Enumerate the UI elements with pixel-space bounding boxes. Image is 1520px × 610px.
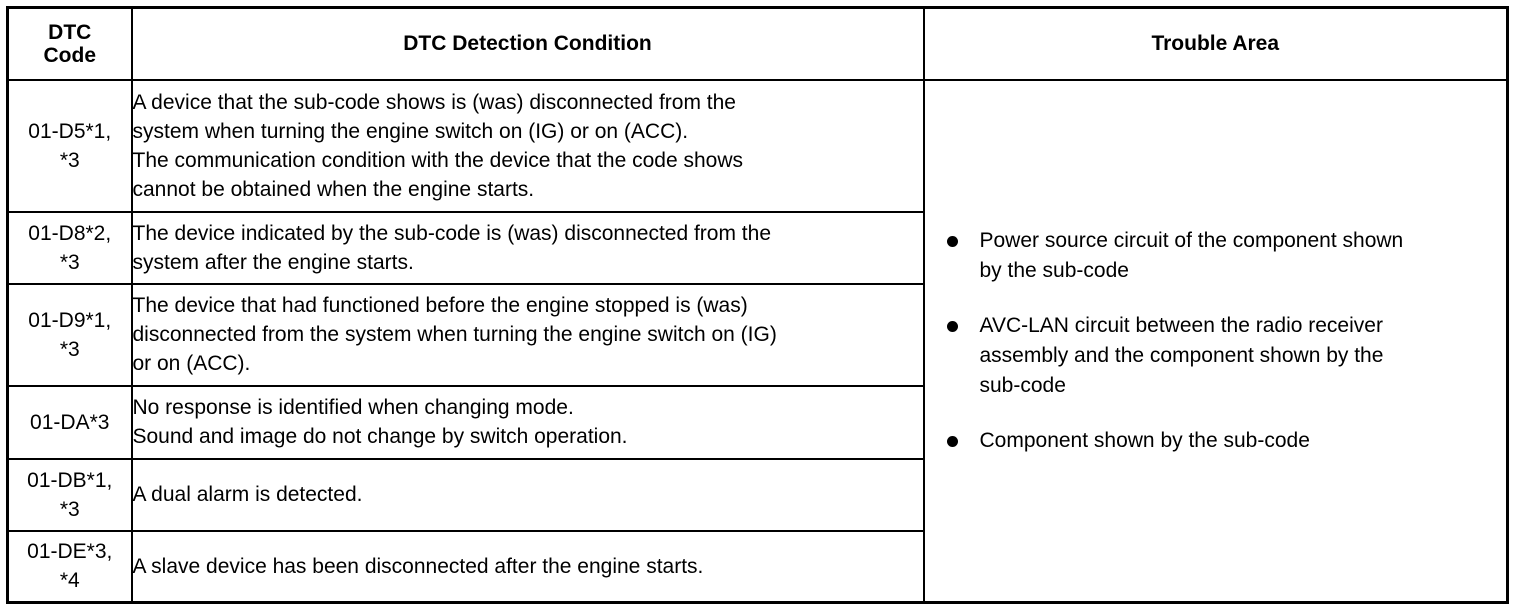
- condition-line: system after the engine starts.: [132, 250, 414, 274]
- detection-condition-cell: [132, 459, 924, 531]
- dtc-code-line: *3: [59, 497, 80, 521]
- trouble-area-line: assembly and the component shown by the: [979, 343, 1384, 367]
- dtc-code-cell: [8, 80, 132, 212]
- header-detection-condition: DTC Detection Condition: [132, 8, 924, 80]
- trouble-area-item: [947, 226, 1507, 286]
- condition-line: The communication condition with the device that the code shows: [132, 148, 744, 172]
- trouble-area-line: AVC-LAN circuit between the radio receiver: [979, 313, 1383, 337]
- condition-line: The device indicated by the sub-code is (was) disconnected from the: [132, 221, 772, 245]
- dtc-table: [6, 6, 1509, 604]
- dtc-code-line: 01-DB*1,: [27, 468, 113, 492]
- header-dtc-code: [8, 8, 132, 80]
- bullet-icon: [947, 236, 958, 247]
- dtc-code-line: 01-D9*1,: [28, 308, 112, 332]
- trouble-area-item: [947, 426, 1507, 456]
- detection-condition-cell: [132, 284, 924, 386]
- condition-line: disconnected from the system when turning the engine switch on (IG): [132, 323, 777, 346]
- condition-line: A device that the sub-code shows is (was) disconnected from the: [132, 90, 736, 114]
- detection-condition-cell: [132, 386, 924, 459]
- dtc-code-cell: [8, 212, 132, 284]
- trouble-area-line: sub-code: [979, 373, 1066, 397]
- table-row: [8, 80, 1508, 212]
- trouble-area-text: [980, 311, 1384, 401]
- trouble-area-cell: [924, 80, 1508, 603]
- condition-line: cannot be obtained when the engine starts.: [132, 177, 535, 201]
- header-row: [8, 8, 1508, 80]
- trouble-area-text: [980, 226, 1404, 286]
- bullet-icon: [947, 436, 958, 447]
- dtc-code-line: *3: [59, 250, 80, 274]
- condition-line: Sound and image do not change by switch operation.: [132, 425, 628, 448]
- trouble-area-line: by the sub-code: [979, 258, 1129, 282]
- condition-line: The device that had functioned before the engine stopped is (was): [132, 294, 748, 317]
- condition-line: or on (ACC).: [132, 352, 251, 375]
- dtc-code-cell: [8, 459, 132, 531]
- dtc-code-line: *3: [59, 148, 80, 172]
- header-dtc-code-line-2: Code: [43, 43, 96, 67]
- dtc-code-line: 01-DA*3: [30, 410, 110, 434]
- trouble-area-line: Component shown by the sub-code: [979, 428, 1310, 452]
- dtc-code-cell: [8, 531, 132, 603]
- dtc-code-line: *4: [59, 569, 80, 593]
- dtc-code-line: *3: [59, 337, 80, 361]
- dtc-code-line: 01-D8*2,: [28, 221, 112, 245]
- condition-line: No response is identified when changing mode.: [132, 396, 574, 419]
- trouble-area-line: Power source circuit of the component shown: [979, 228, 1404, 252]
- dtc-code-line: 01-D5*1,: [28, 119, 112, 143]
- trouble-area-item: [947, 311, 1507, 401]
- header-trouble-area: Trouble Area: [924, 8, 1508, 80]
- dtc-code-cell: [8, 284, 132, 386]
- dtc-code-cell: [8, 386, 132, 459]
- header-dtc-code-line-1: DTC: [48, 20, 92, 44]
- bullet-icon: [947, 321, 958, 332]
- trouble-area-list: [925, 226, 1507, 456]
- trouble-area-text: [980, 426, 1310, 456]
- detection-condition-cell: [132, 531, 924, 603]
- condition-line: A slave device has been disconnected after the engine starts.: [132, 554, 704, 578]
- condition-line: system when turning the engine switch on (IG) or on (ACC).: [132, 119, 689, 143]
- detection-condition-cell: [132, 212, 924, 284]
- dtc-code-line: 01-DE*3,: [27, 540, 113, 564]
- condition-line: A dual alarm is detected.: [132, 483, 363, 506]
- detection-condition-cell: [132, 80, 924, 212]
